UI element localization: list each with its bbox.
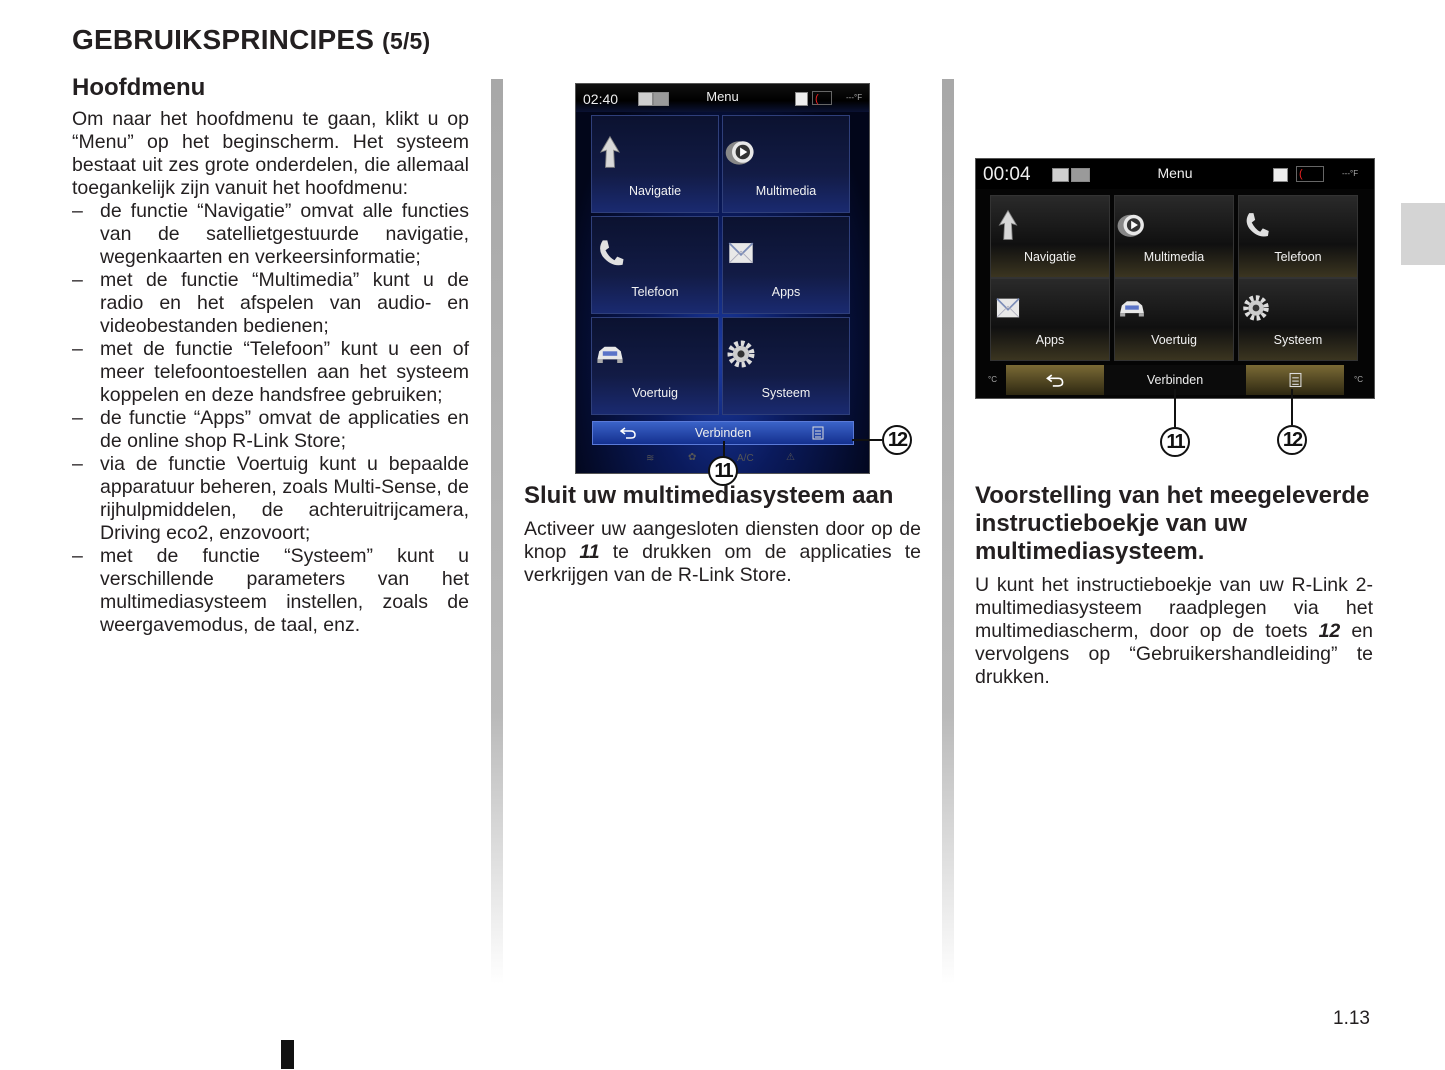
temperature: ---°F — [1342, 169, 1359, 178]
page-title — [72, 24, 430, 56]
back-button[interactable] — [1006, 365, 1104, 395]
manual-icon — [812, 426, 824, 440]
list-item-systeem: – met de functie “Systeem” kunt u verschillende parameters van het multimediasysteem instellen, zoals de weergavemodus, de taal, enz. — [72, 545, 469, 637]
fan-icon: ✿ — [688, 452, 697, 463]
callout-11: 11 — [708, 456, 738, 486]
back-arrow-icon — [620, 427, 636, 439]
list-item-apps: – de functie “Apps” omvat de applicaties en de online shop R-Link Store; — [72, 407, 469, 453]
connect-paragraph — [524, 518, 921, 587]
callout-11: 11 — [1160, 427, 1190, 457]
seat-heat-icon: ≋ — [646, 453, 655, 464]
notification-icon — [795, 92, 808, 106]
car-icon — [1115, 291, 1149, 325]
arrow-up-icon — [592, 134, 628, 170]
temperature: ---°F — [846, 93, 863, 102]
column-connect — [524, 482, 921, 587]
tile-telefoon[interactable] — [591, 216, 719, 314]
list-item-multimedia: – met de functie “Multimedia” kunt u de radio en het afspelen van audio- en videobestanden bedienen; — [72, 269, 469, 338]
callout-line — [852, 439, 882, 441]
tile-voertuig[interactable] — [1114, 278, 1234, 361]
connect-label: Verbinden — [694, 426, 752, 440]
play-disc-icon — [723, 134, 759, 170]
manual-button[interactable] — [783, 422, 853, 444]
tile-label: Navigatie — [1023, 250, 1077, 264]
column-manual — [975, 482, 1373, 689]
list-item-voertuig: – via de functie Voertuig kunt u bepaalde apparatuur beheren, zoals Multi-Sense, de rijhulpmiddelen, de achteruitrijcamera, Driving eco2, enzovoort; — [72, 453, 469, 545]
arrow-up-icon — [991, 208, 1025, 242]
heading-manual: Voorstelling van het meegeleverde instructieboekje van uw multimediasysteem. — [975, 482, 1370, 565]
tile-telefoon[interactable] — [1238, 195, 1358, 278]
tile-voertuig[interactable] — [591, 317, 719, 415]
connect-label: Verbinden — [1146, 373, 1204, 387]
clock: 02:40 — [583, 91, 619, 107]
print-mark — [281, 1040, 294, 1069]
text: en vervolgens op “Gebruikershandleiding” te drukken. — [975, 620, 1374, 688]
tile-label: Voertuig — [632, 386, 678, 400]
column-divider — [491, 79, 503, 984]
page-title-sub: (5/5) — [382, 28, 431, 54]
callout-line — [1291, 389, 1293, 425]
text: Activeer uw aangesloten diensten door op de knop — [524, 518, 921, 563]
page-number: 1.13 — [1333, 1008, 1370, 1029]
tile-label: Voertuig — [1151, 333, 1197, 347]
gear-icon — [723, 336, 759, 372]
tile-label: Telefoon — [631, 285, 679, 299]
ref-number: 11 — [579, 541, 600, 563]
tile-label: Systeem — [761, 386, 811, 400]
status-bar — [976, 159, 1374, 189]
phone-status-icon: ( — [1296, 166, 1324, 182]
tile-label: Apps — [1035, 333, 1065, 347]
callout-12: 12 — [882, 425, 912, 455]
tile-label: Apps — [771, 285, 801, 299]
phone-handset-icon — [1239, 208, 1273, 242]
manual-paragraph — [975, 574, 1373, 689]
tile-label: Multimedia — [1143, 250, 1205, 264]
tile-label: Navigatie — [628, 184, 682, 198]
back-arrow-icon — [1046, 374, 1064, 387]
tile-systeem[interactable] — [722, 317, 850, 415]
envelope-icon — [991, 291, 1025, 325]
defrost-icon: ⚠ — [786, 452, 795, 463]
section-tab — [1401, 203, 1445, 265]
heading-connect: Sluit uw multimediasysteem aan — [524, 482, 894, 509]
tile-navigatie[interactable] — [990, 195, 1110, 278]
tile-apps[interactable] — [722, 216, 850, 314]
tile-navigatie[interactable] — [591, 115, 719, 213]
tile-systeem[interactable] — [1238, 278, 1358, 361]
list-item-navigatie: – de functie “Navigatie” omvat alle functies van de satellietgestuurde navigatie, wegenkaarten en verkeersinformatie; — [72, 200, 469, 269]
screen-title: Menu — [706, 89, 739, 104]
status-bar — [576, 84, 869, 112]
heading-hoofdmenu: Hoofdmenu — [72, 74, 206, 101]
function-list — [72, 200, 469, 637]
phone-handset-icon — [592, 235, 628, 271]
callout-12: 12 — [1277, 425, 1307, 455]
manual-button[interactable] — [1246, 365, 1344, 395]
intro-paragraph: Om naar het hoofdmenu te gaan, klikt u op “Menu” op het beginscherm. Het systeem bestaat uit zes grote onderdelen, die allemaal toegankelijk zijn vanuit het hoofdmenu: — [72, 108, 469, 199]
ref-number: 12 — [1318, 620, 1341, 642]
column-divider — [942, 79, 954, 984]
car-icon — [592, 336, 628, 372]
envelope-icon — [723, 235, 759, 271]
page-title-main: GEBRUIKSPRINCIPES — [72, 24, 375, 55]
column-main-menu — [72, 74, 469, 637]
screen-title: Menu — [1157, 165, 1193, 181]
phone-status-icon: ( — [812, 91, 832, 105]
tile-multimedia[interactable] — [1114, 195, 1234, 278]
text: U kunt het instructieboekje van uw R-Link 2-multimediasysteem raadplegen via het multimediascherm, door op de toets — [975, 574, 1373, 642]
tile-apps[interactable] — [990, 278, 1110, 361]
notification-icon — [1273, 168, 1288, 182]
back-button[interactable] — [593, 422, 663, 444]
temperature-unit-right: °C — [1354, 375, 1363, 384]
text: te drukken om de applicaties te verkrijgen van de R-Link Store. — [524, 541, 922, 586]
callout-line — [1174, 389, 1176, 427]
manual-icon — [1289, 372, 1302, 388]
tile-label: Multimedia — [755, 184, 817, 198]
list-item-telefoon: – met de functie “Telefoon” kunt u een of meer telefoontoestellen aan het systeem koppelen en deze handsfree gebruiken; — [72, 338, 469, 407]
landscape-menu-screen — [975, 158, 1375, 399]
play-disc-icon — [1115, 208, 1149, 242]
tile-multimedia[interactable] — [722, 115, 850, 213]
tile-label: Systeem — [1273, 333, 1323, 347]
temperature-unit-left: °C — [988, 375, 997, 384]
portrait-menu-screen — [575, 83, 870, 474]
clock: 00:04 — [983, 164, 1031, 185]
gear-icon — [1239, 291, 1273, 325]
ac-label: A/C — [737, 453, 754, 464]
tile-label: Telefoon — [1274, 250, 1322, 264]
